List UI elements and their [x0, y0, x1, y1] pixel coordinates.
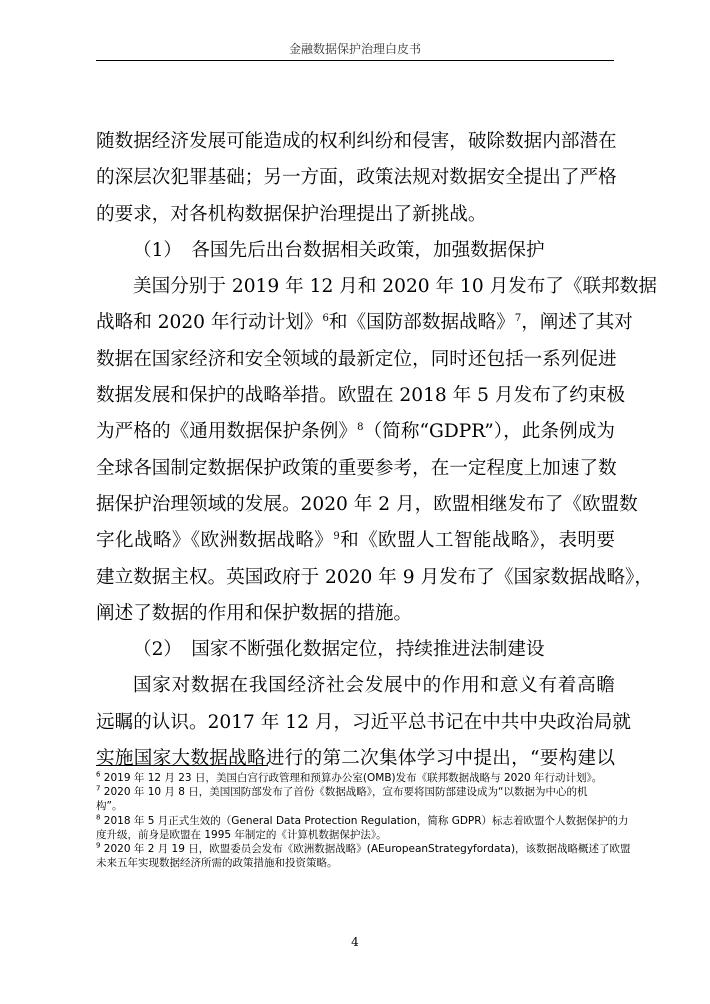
running-header: 金融数据保护治理白皮书 — [288, 42, 421, 56]
line-text: （1） 各国先后出台数据相关政策，加强数据保护 — [133, 239, 545, 261]
footnote-line — [96, 771, 615, 785]
footnote-ref: 6 — [322, 313, 329, 325]
line-text: 建立数据主权。英国政府于 2020 年 9 月发布了《国家数据战略》， — [96, 566, 653, 588]
body-line — [96, 342, 615, 378]
line-text: ，阐述了其对 — [521, 312, 633, 334]
footnote-line — [96, 785, 615, 799]
body-line — [96, 160, 615, 196]
line-text: 字化战略》《欧洲数据战略》 — [96, 530, 334, 552]
body-line — [96, 451, 615, 487]
body-line — [96, 305, 633, 341]
body-line — [96, 124, 615, 160]
footnote-line — [96, 841, 631, 856]
body-line — [96, 197, 615, 233]
footnote-text: 2020 年 2 月 19 日，欧盟委员会发布《欧洲数据战略》(AEuropeanStrategyfordata)，该数据战略概述了欧盟 — [100, 843, 631, 856]
line-text: 国家对数据在我国经济社会发展中的作用和意义有着高瞻 — [133, 675, 615, 697]
line-text: 全球各国制定数据保护政策的重要参考，在一定程度上加速了数 — [96, 457, 617, 479]
line-text: 据保护治理领域的发展。2020 年 2 月，欧盟相继发布了《欧盟数 — [96, 493, 638, 515]
footnote-text: 度升级，前身是欧盟在 1995 年制定的《计算机数据保护法》。 — [96, 828, 387, 841]
line-text: 战略和 2020 年行动计划》 — [96, 312, 323, 334]
line-text: （2） 国家不断强化数据定位，持续推进法制建设 — [133, 639, 545, 661]
footnote-line — [96, 813, 629, 828]
body-line — [96, 705, 631, 741]
footnote-ref: 8 — [357, 422, 364, 434]
footnote-number: 6 — [96, 770, 101, 779]
line-text: 阐述了数据的作用和保护数据的措施。 — [96, 602, 413, 624]
footnote-line — [96, 828, 615, 842]
footnote-text: 2020 年 10 月 8 日，美国国防部发布了首份《数据战略》，宣布要将国防部建设成为“以数据为中心的机 — [100, 786, 588, 799]
body-line — [96, 523, 615, 559]
section-heading — [96, 233, 615, 269]
line-text: （简称“GDPR”），此条例成为 — [363, 421, 615, 443]
footnote-separator — [96, 765, 268, 766]
footnote-line — [96, 856, 615, 870]
body-line — [96, 414, 615, 450]
body-line — [96, 269, 657, 305]
footnote-text: 构”。 — [96, 800, 123, 813]
body-line — [96, 378, 626, 414]
footnote-ref: 7 — [514, 313, 522, 325]
section-heading — [96, 632, 615, 668]
footnote-number: 7 — [96, 784, 101, 793]
footnote-number: 9 — [96, 841, 101, 850]
line-text: 数据发展和保护的战略举措。欧盟在 2018 年 5 月发布了约束极 — [96, 385, 626, 407]
footnotes — [96, 770, 631, 870]
footnote-text: 未来五年实现数据经济所需的政策措施和投资策略。 — [96, 857, 338, 870]
body-line — [96, 596, 615, 632]
line-text: 的深层次犯罪基础；另一方面，政策法规对数据安全提出了严格 — [96, 167, 617, 189]
line-text: 的要求，对各机构数据保护治理提出了新挑战。 — [96, 203, 487, 225]
body-text — [96, 124, 657, 777]
line-text: 美国分别于 2019 年 12 月和 2020 年 10 月发布了《联邦数据 — [133, 276, 657, 298]
footnote-line — [96, 799, 615, 813]
body-line — [96, 487, 638, 523]
footnote-number: 8 — [96, 813, 101, 822]
line-text: 和《欧盟人工智能战略》，表明要 — [339, 530, 616, 552]
body-line — [96, 560, 653, 596]
line-text: 和《国防部数据战略》 — [328, 312, 515, 334]
line-text: 随数据经济发展可能造成的权利纠纷和侵害，破除数据内部潜在 — [96, 131, 617, 152]
footnote-text: 2018 年 5 月正式生效的（General Data Protection Regulation，简称 GDPR）标志着欧盟个人数据保护的力 — [100, 814, 629, 827]
line-text: 为严格的《通用数据保护条例》 — [96, 421, 358, 443]
footnote-ref: 9 — [333, 531, 340, 543]
body-line — [96, 668, 615, 704]
line-text: 实施国家大数据战略进行的第二次集体学习中提出，“要构建以 — [96, 748, 615, 770]
line-text: 数据在国家经济和安全领域的最新定位，同时还包括一系列促进 — [96, 348, 617, 370]
footnote-text: 2019 年 12 月 23 日，美国白宫行政管理和预算办公室(OMB)发布《联邦数据战略与 2020 年行动计划》。 — [100, 772, 603, 784]
header-rule — [96, 60, 614, 61]
line-text: 远瞩的认识。2017 年 12 月，习近平总书记在中共中央政治局就 — [96, 711, 631, 733]
page-number: 4 — [351, 935, 359, 949]
